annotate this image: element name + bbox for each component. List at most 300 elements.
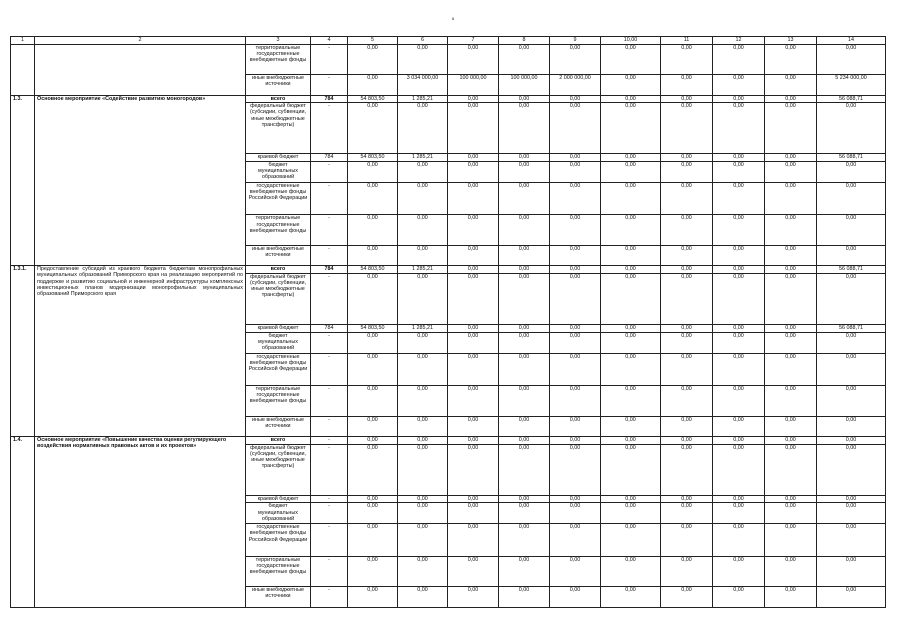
amount-cell: 0,00 [661, 215, 713, 245]
amount-cell: 0,00 [348, 444, 398, 495]
amount-cell: 0,00 [348, 161, 398, 182]
amount-cell: 0,00 [550, 353, 601, 386]
amount-cell: 0,00 [448, 161, 499, 182]
funding-source: краевой бюджет [246, 154, 311, 162]
amount-cell: 0,00 [661, 437, 713, 445]
amount-cell: 0,00 [817, 556, 886, 586]
code-cell: - [311, 332, 348, 353]
amount-cell: 0,00 [398, 103, 448, 154]
amount-cell: 0,00 [661, 75, 713, 96]
amount-cell: 0,00 [713, 332, 765, 353]
amount-cell: 0,00 [661, 416, 713, 437]
column-header: 8 [499, 37, 550, 45]
amount-cell: 0,00 [348, 182, 398, 215]
amount-cell: 0,00 [661, 495, 713, 503]
amount-cell: 0,00 [550, 556, 601, 586]
funding-source: федеральный бюджет (субсидии, субвенции, иные межбюджетные трансферты) [246, 274, 311, 325]
amount-cell: 0,00 [448, 274, 499, 325]
amount-cell: 0,00 [550, 95, 601, 103]
amount-cell: 0,00 [661, 245, 713, 266]
amount-cell: 0,00 [550, 44, 601, 74]
amount-cell: 100 000,00 [499, 75, 550, 96]
amount-cell: 56 088,71 [817, 266, 886, 274]
amount-cell: 0,00 [448, 386, 499, 416]
amount-cell: 0,00 [348, 437, 398, 445]
amount-cell: 0,00 [499, 274, 550, 325]
amount-cell: 0,00 [713, 245, 765, 266]
amount-cell: 0,00 [499, 332, 550, 353]
amount-cell: 0,00 [348, 75, 398, 96]
funding-source: бюджет муниципальных образований [246, 332, 311, 353]
amount-cell: 0,00 [713, 437, 765, 445]
amount-cell: 0,00 [713, 154, 765, 162]
amount-cell: 0,00 [550, 154, 601, 162]
amount-cell: 0,00 [398, 587, 448, 608]
amount-cell: 0,00 [348, 503, 398, 524]
amount-cell: 0,00 [348, 44, 398, 74]
section-code: 1.3.1. [11, 266, 35, 437]
funding-source: территориальные государственные внебюджетные фонды [246, 44, 311, 74]
funding-source: федеральный бюджет (субсидии, субвенции, иные межбюджетные трансферты) [246, 444, 311, 495]
amount-cell: 0,00 [661, 182, 713, 215]
amount-cell: 0,00 [448, 416, 499, 437]
amount-cell: 100 000,00 [448, 75, 499, 96]
amount-cell: 0,00 [817, 245, 886, 266]
amount-cell: 0,00 [601, 556, 661, 586]
section-name: Основное мероприятие «Повышение качества оценки регулирующего воздействия нормативных правовых актов и их проектов» [35, 437, 246, 608]
amount-cell: 0,00 [765, 332, 817, 353]
funding-source: государственные внебюджетные фонды Российской Федерации [246, 182, 311, 215]
amount-cell: 0,00 [713, 325, 765, 333]
amount-cell: 0,00 [817, 386, 886, 416]
code-cell: - [311, 524, 348, 557]
column-header: 1 [11, 37, 35, 45]
funding-source: иные внебюджетные источники [246, 245, 311, 266]
amount-cell: 0,00 [601, 245, 661, 266]
amount-cell: 0,00 [713, 353, 765, 386]
column-header: 10,00 [601, 37, 661, 45]
amount-cell: 0,00 [817, 182, 886, 215]
amount-cell: 0,00 [448, 556, 499, 586]
table-row [11, 44, 886, 74]
column-header: 12 [713, 37, 765, 45]
amount-cell: 0,00 [765, 416, 817, 437]
amount-cell: 0,00 [398, 332, 448, 353]
amount-cell: 0,00 [499, 325, 550, 333]
amount-cell: 0,00 [348, 103, 398, 154]
amount-cell: 0,00 [499, 416, 550, 437]
amount-cell: 0,00 [601, 437, 661, 445]
amount-cell: 0,00 [661, 587, 713, 608]
amount-cell: 0,00 [661, 161, 713, 182]
funding-source: иные внебюджетные источники [246, 75, 311, 96]
amount-cell: 0,00 [601, 386, 661, 416]
amount-cell: 0,00 [499, 386, 550, 416]
amount-cell: 0,00 [550, 266, 601, 274]
funding-source: федеральный бюджет (субсидии, субвенции, иные межбюджетные трансферты) [246, 103, 311, 154]
amount-cell: 0,00 [661, 325, 713, 333]
amount-cell: 0,00 [817, 215, 886, 245]
amount-cell: 1 285,21 [398, 325, 448, 333]
amount-cell: 0,00 [601, 353, 661, 386]
amount-cell: 0,00 [499, 437, 550, 445]
amount-cell: 0,00 [448, 215, 499, 245]
amount-cell: 0,00 [550, 503, 601, 524]
amount-cell: 0,00 [601, 103, 661, 154]
amount-cell: 0,00 [499, 215, 550, 245]
amount-cell: 0,00 [550, 274, 601, 325]
column-header: 14 [817, 37, 886, 45]
amount-cell: 0,00 [817, 274, 886, 325]
amount-cell: 0,00 [661, 103, 713, 154]
amount-cell: 0,00 [601, 215, 661, 245]
amount-cell: 0,00 [713, 556, 765, 586]
amount-cell: 0,00 [713, 524, 765, 557]
amount-cell: 0,00 [499, 95, 550, 103]
amount-cell: 0,00 [661, 556, 713, 586]
funding-source: иные внебюджетные источники [246, 587, 311, 608]
amount-cell: 0,00 [601, 274, 661, 325]
code-cell: - [311, 386, 348, 416]
amount-cell: 0,00 [765, 266, 817, 274]
amount-cell: 0,00 [713, 103, 765, 154]
amount-cell: 0,00 [601, 75, 661, 96]
amount-cell: 0,00 [448, 245, 499, 266]
amount-cell: 0,00 [765, 556, 817, 586]
code-cell: 784 [311, 266, 348, 274]
amount-cell: 0,00 [448, 437, 499, 445]
budget-table [10, 36, 886, 608]
amount-cell: 0,00 [499, 444, 550, 495]
amount-cell: 54 803,50 [348, 154, 398, 162]
amount-cell: 0,00 [601, 587, 661, 608]
amount-cell: 0,00 [765, 161, 817, 182]
funding-source: иные внебюджетные источники [246, 416, 311, 437]
amount-cell: 0,00 [713, 495, 765, 503]
amount-cell: 0,00 [713, 75, 765, 96]
code-cell: - [311, 416, 348, 437]
amount-cell: 0,00 [765, 154, 817, 162]
amount-cell: 0,00 [550, 495, 601, 503]
section-code: 1.3. [11, 95, 35, 266]
amount-cell: 0,00 [398, 386, 448, 416]
header-row [11, 37, 886, 45]
funding-source: территориальные государственные внебюджетные фонды [246, 386, 311, 416]
amount-cell: 0,00 [348, 215, 398, 245]
amount-cell: 0,00 [713, 587, 765, 608]
amount-cell: 0,00 [817, 332, 886, 353]
amount-cell: 0,00 [448, 103, 499, 154]
name-cell-empty [35, 44, 246, 95]
amount-cell: 0,00 [765, 437, 817, 445]
amount-cell: 0,00 [348, 353, 398, 386]
amount-cell: 0,00 [550, 386, 601, 416]
amount-cell: 0,00 [661, 444, 713, 495]
column-header: 13 [765, 37, 817, 45]
amount-cell: 0,00 [817, 353, 886, 386]
column-header: 3 [246, 37, 311, 45]
amount-cell: 0,00 [348, 495, 398, 503]
amount-cell: 56 088,71 [817, 325, 886, 333]
amount-cell: 56 088,71 [817, 154, 886, 162]
section-name: Предоставление субсидий из краевого бюджета бюджетам монопрофильных муниципальных образований Приморского края на реализацию мероприятий по поддержке и развитию социальной и инженерной инфраструктуры комплексных инвестиционных планов модернизации монопрофильных муниципальных образований Приморского края [35, 266, 246, 437]
column-header: 5 [348, 37, 398, 45]
amount-cell: 1 285,21 [398, 95, 448, 103]
amount-cell: 0,00 [601, 495, 661, 503]
amount-cell: 1 285,21 [398, 154, 448, 162]
amount-cell: 0,00 [661, 266, 713, 274]
amount-cell: 0,00 [550, 587, 601, 608]
amount-cell: 0,00 [817, 524, 886, 557]
amount-cell: 0,00 [499, 161, 550, 182]
amount-cell: 0,00 [661, 274, 713, 325]
code-cell: - [311, 161, 348, 182]
amount-cell: 0,00 [765, 75, 817, 96]
amount-cell: 0,00 [499, 44, 550, 74]
amount-cell: 0,00 [661, 44, 713, 74]
code-cell: 784 [311, 325, 348, 333]
amount-cell: 0,00 [550, 524, 601, 557]
amount-cell: 0,00 [601, 161, 661, 182]
amount-cell: 0,00 [765, 495, 817, 503]
section-code: 1.4. [11, 437, 35, 608]
code-cell: - [311, 503, 348, 524]
amount-cell: 0,00 [601, 182, 661, 215]
amount-cell: 0,00 [448, 444, 499, 495]
amount-cell: 0,00 [499, 503, 550, 524]
amount-cell: 0,00 [817, 444, 886, 495]
amount-cell: 0,00 [398, 274, 448, 325]
funding-source: государственные внебюджетные фонды Российской Федерации [246, 353, 311, 386]
amount-cell: 0,00 [448, 182, 499, 215]
amount-cell: 0,00 [398, 416, 448, 437]
code-cell: - [311, 556, 348, 586]
amount-cell: 0,00 [713, 266, 765, 274]
amount-cell: 0,00 [448, 332, 499, 353]
amount-cell: 0,00 [550, 103, 601, 154]
amount-cell: 0,00 [499, 495, 550, 503]
amount-cell: 0,00 [499, 182, 550, 215]
amount-cell: 0,00 [499, 524, 550, 557]
amount-cell: 0,00 [398, 353, 448, 386]
amount-cell: 0,00 [765, 274, 817, 325]
table-row [11, 95, 886, 103]
amount-cell: 0,00 [601, 266, 661, 274]
amount-cell: 0,00 [398, 503, 448, 524]
amount-cell: 0,00 [661, 332, 713, 353]
amount-cell: 0,00 [601, 325, 661, 333]
amount-cell: 0,00 [398, 182, 448, 215]
amount-cell: 0,00 [398, 556, 448, 586]
funding-source: бюджет муниципальных образований [246, 503, 311, 524]
amount-cell: 0,00 [661, 386, 713, 416]
amount-cell: 0,00 [499, 103, 550, 154]
amount-cell: 0,00 [765, 215, 817, 245]
amount-cell: 0,00 [550, 416, 601, 437]
amount-cell: 0,00 [601, 95, 661, 103]
amount-cell: 0,00 [550, 325, 601, 333]
section-name: Основное мероприятие «Содействие развитию моногородов» [35, 95, 246, 266]
amount-cell: 0,00 [601, 416, 661, 437]
amount-cell: 0,00 [601, 154, 661, 162]
amount-cell: 0,00 [499, 266, 550, 274]
amount-cell: 54 803,50 [348, 95, 398, 103]
column-header: 2 [35, 37, 246, 45]
funding-source: всего [246, 95, 311, 103]
amount-cell: 0,00 [348, 524, 398, 557]
amount-cell: 0,00 [765, 103, 817, 154]
amount-cell: 0,00 [765, 44, 817, 74]
code-cell: 784 [311, 95, 348, 103]
amount-cell: 0,00 [398, 495, 448, 503]
amount-cell: 56 088,71 [817, 95, 886, 103]
amount-cell: 0,00 [765, 386, 817, 416]
amount-cell: 0,00 [448, 353, 499, 386]
amount-cell: 0,00 [448, 524, 499, 557]
amount-cell: 0,00 [817, 44, 886, 74]
code-cell: - [311, 103, 348, 154]
amount-cell: 0,00 [348, 332, 398, 353]
amount-cell: 0,00 [601, 44, 661, 74]
funding-source: краевой бюджет [246, 495, 311, 503]
amount-cell: 0,00 [765, 444, 817, 495]
amount-cell: 0,00 [550, 332, 601, 353]
amount-cell: 0,00 [550, 182, 601, 215]
amount-cell: 0,00 [448, 266, 499, 274]
amount-cell: 0,00 [398, 444, 448, 495]
amount-cell: 0,00 [713, 182, 765, 215]
amount-cell: 0,00 [661, 524, 713, 557]
amount-cell: 1 285,21 [398, 266, 448, 274]
code-cell: - [311, 75, 348, 96]
code-cell: - [311, 444, 348, 495]
amount-cell: 0,00 [713, 416, 765, 437]
amount-cell: 0,00 [661, 503, 713, 524]
amount-cell: 0,00 [348, 416, 398, 437]
amount-cell: 0,00 [448, 325, 499, 333]
amount-cell: 0,00 [499, 587, 550, 608]
amount-cell: 0,00 [348, 245, 398, 266]
amount-cell: 0,00 [448, 154, 499, 162]
amount-cell: 0,00 [817, 416, 886, 437]
amount-cell: 0,00 [713, 444, 765, 495]
amount-cell: 0,00 [661, 353, 713, 386]
amount-cell: 0,00 [499, 556, 550, 586]
amount-cell: 0,00 [817, 161, 886, 182]
amount-cell: 0,00 [713, 503, 765, 524]
column-header: 7 [448, 37, 499, 45]
amount-cell: 0,00 [499, 245, 550, 266]
amount-cell: 0,00 [348, 587, 398, 608]
table-body [11, 37, 886, 608]
amount-cell: 0,00 [499, 353, 550, 386]
amount-cell: 0,00 [713, 95, 765, 103]
amount-cell: 0,00 [765, 245, 817, 266]
code-cell: - [311, 215, 348, 245]
amount-cell: 0,00 [398, 44, 448, 74]
code-cell: - [311, 437, 348, 445]
funding-source: территориальные государственные внебюджетные фонды [246, 215, 311, 245]
amount-cell: 0,00 [550, 245, 601, 266]
amount-cell: 0,00 [398, 524, 448, 557]
page-mark: 6 [452, 16, 455, 21]
amount-cell: 0,00 [550, 444, 601, 495]
code-cell: - [311, 587, 348, 608]
amount-cell: 54 803,50 [348, 266, 398, 274]
amount-cell: 0,00 [765, 325, 817, 333]
amount-cell: 0,00 [713, 215, 765, 245]
amount-cell: 0,00 [713, 44, 765, 74]
amount-cell: 0,00 [713, 274, 765, 325]
funding-source: государственные внебюджетные фонды Российской Федерации [246, 524, 311, 557]
amount-cell: 0,00 [398, 437, 448, 445]
amount-cell: 0,00 [550, 215, 601, 245]
amount-cell: 0,00 [348, 386, 398, 416]
amount-cell: 0,00 [817, 495, 886, 503]
amount-cell: 0,00 [817, 503, 886, 524]
amount-cell: 0,00 [348, 556, 398, 586]
code-cell: - [311, 44, 348, 74]
amount-cell: 0,00 [713, 386, 765, 416]
amount-cell: 0,00 [448, 495, 499, 503]
column-header: 4 [311, 37, 348, 45]
amount-cell: 0,00 [817, 437, 886, 445]
table-row [11, 437, 886, 445]
amount-cell: 0,00 [713, 161, 765, 182]
amount-cell: 0,00 [765, 182, 817, 215]
amount-cell: 0,00 [348, 274, 398, 325]
column-header: 6 [398, 37, 448, 45]
amount-cell: 0,00 [448, 44, 499, 74]
amount-cell: 0,00 [765, 587, 817, 608]
amount-cell: 0,00 [817, 587, 886, 608]
amount-cell: 0,00 [448, 95, 499, 103]
code-cell: - [311, 274, 348, 325]
amount-cell: 0,00 [550, 437, 601, 445]
funding-source: бюджет муниципальных образований [246, 161, 311, 182]
amount-cell: 0,00 [765, 503, 817, 524]
amount-cell: 0,00 [499, 154, 550, 162]
amount-cell: 2 000 000,00 [550, 75, 601, 96]
amount-cell: 0,00 [765, 95, 817, 103]
amount-cell: 0,00 [398, 245, 448, 266]
amount-cell: 0,00 [817, 103, 886, 154]
amount-cell: 54 803,50 [348, 325, 398, 333]
amount-cell: 0,00 [550, 161, 601, 182]
amount-cell: 0,00 [398, 215, 448, 245]
funding-source: всего [246, 437, 311, 445]
amount-cell: 5 234 000,00 [817, 75, 886, 96]
table-row [11, 266, 886, 274]
amount-cell: 0,00 [601, 332, 661, 353]
code-cell-empty [11, 44, 35, 95]
amount-cell: 0,00 [765, 524, 817, 557]
code-cell: 784 [311, 154, 348, 162]
amount-cell: 0,00 [448, 503, 499, 524]
amount-cell: 0,00 [601, 444, 661, 495]
amount-cell: 0,00 [601, 503, 661, 524]
code-cell: - [311, 495, 348, 503]
amount-cell: 0,00 [448, 587, 499, 608]
code-cell: - [311, 182, 348, 215]
funding-source: территориальные государственные внебюджетные фонды [246, 556, 311, 586]
code-cell: - [311, 245, 348, 266]
amount-cell: 0,00 [661, 154, 713, 162]
column-header: 11 [661, 37, 713, 45]
funding-source: краевой бюджет [246, 325, 311, 333]
amount-cell: 0,00 [398, 161, 448, 182]
amount-cell: 3 034 000,00 [398, 75, 448, 96]
